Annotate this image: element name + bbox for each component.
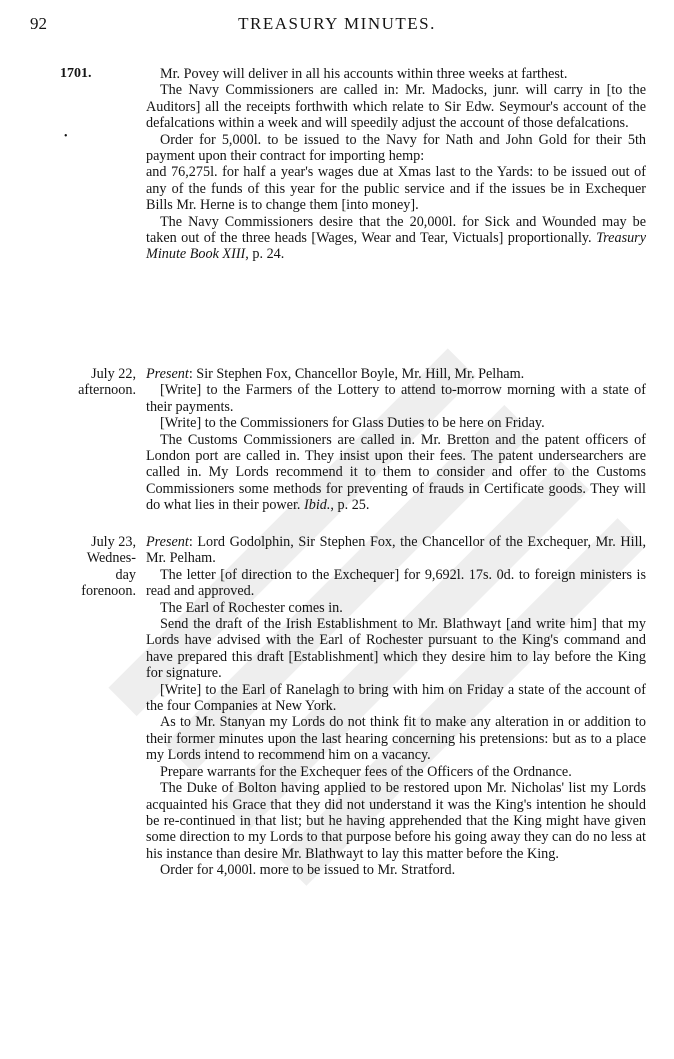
citation-page: , p. 24. [245,246,285,263]
present-label: Present [146,534,189,550]
paragraph: and 76,275l. for half a year's wages due at Xmas last to the Yards: to be issued out of any of the funds of this year for the public service and if the issues be in Exchequer Bills Mr. Herne is to change them [into money]. [146,164,646,214]
paragraph: Order for 4,000l. more to be issued to Mr. Stratford. [160,862,456,879]
date-line: July 22, [91,366,136,382]
running-title: TREASURY MINUTES. [238,14,436,33]
entry-navy [146,66,646,263]
date-line: Wednes- [86,550,136,567]
margin-bullet: • [64,131,68,142]
date-line: day [115,566,136,583]
margin-date-july-23 [18,534,136,600]
margin-year: 1701. [60,66,92,81]
paragraph [146,214,646,263]
paragraph: Mr. Povey will deliver in all his accounts within three weeks at farthest. [160,66,568,82]
page-header [0,8,674,38]
paragraph: [Write] to the Earl of Ranelagh to bring with him on Friday a state of the account of the four Companies at New York. [146,681,646,715]
present-line [146,366,646,382]
paragraph-text: The Navy Commissioners desire that the 20,000l. for Sick and Wounded may be taken out of the three heads [Wages, Wear and Tear, Victuals] proportionally. [146,213,646,247]
date-line: afternoon. [78,382,136,399]
citation-page: , p. 25. [330,497,370,514]
paragraph-text: The Customs Commissioners are called in. Mr. Bretton and the patent officers of London port are called in. They insist upon their fees. The patent undersearchers are called in. My Lords recommend it to them to consider and offer to the Customs Commissioners some methods for preventing of frauds in Certificate goods. They will do what lies in their power. [146,431,646,514]
paragraph: As to Mr. Stanyan my Lords do not think fit to make any alteration in or addition to their former minutes upon the last hearing concerning his pretensions: but as to a place my Lords intend to recommend him on a vacancy. [146,714,646,764]
paragraph: Prepare warrants for the Exchequer fees of the Officers of the Ordnance. [160,763,572,780]
paragraph [146,432,646,514]
paragraph: Send the draft of the Irish Establishment to Mr. Blathwayt [and write him] that my Lords have advised with the Earl of Rochester pursuant to the King's command and have prepared this draft [Establishment] which they desire him to lay before the King for signature. [146,616,646,682]
page-number: 92 [30,14,47,33]
entry-july-23 [146,534,646,879]
present-line [146,534,646,567]
citation: Ibid. [304,497,331,514]
margin-date-july-22 [18,366,136,399]
present-text: : Sir Stephen Fox, Chancellor Boyle, Mr. Hill, Mr. Pelham. [188,366,525,382]
present-text: : Lord Godolphin, Sir Stephen Fox, the Chancellor of the Exchequer, Mr. Hill, Mr. Pelham. [146,534,646,567]
citation: Treasury Minute Book XIII [146,230,647,263]
paragraph: [Write] to the Farmers of the Lottery to attend to-morrow morning with a state of their payments. [146,382,646,415]
date-line: forenoon. [81,583,136,600]
paragraph: The letter [of direction to the Exchequer] for 9,692l. 17s. 0d. to foreign ministers is read and approved. [146,566,646,600]
entry-july-22 [146,366,646,514]
paragraph: Order for 5,000l. to be issued to the Navy for Nath and John Gold for their 5th payment upon their contract for importing hemp: [146,131,646,165]
paragraph: The Navy Commissioners are called in: Mr. Madocks, junr. will carry in [to the Auditors] all the receipts forthwith which relate to Sir Edw. Seymour's account of the defalcations within a week and will speedily adjust the account of those defalcations. [146,82,646,132]
present-label: Present [146,366,189,382]
paragraph: The Duke of Bolton having applied to be restored upon Mr. Nicholas' list my Lords acquainted his Grace that they did not understand it was the King's intention he should be re-continued in that list; but he having apprehended that the King might have given some direction to my Lords to that purpose before his going away they can do no less at his instance than desire Mr. Blathwayt to lay this matter before the King. [146,780,646,862]
paragraph: The Earl of Rochester comes in. [160,599,343,616]
date-line: July 23, [91,534,136,550]
paragraph: [Write] to the Commissioners for Glass Duties to be here on Friday. [160,415,545,432]
